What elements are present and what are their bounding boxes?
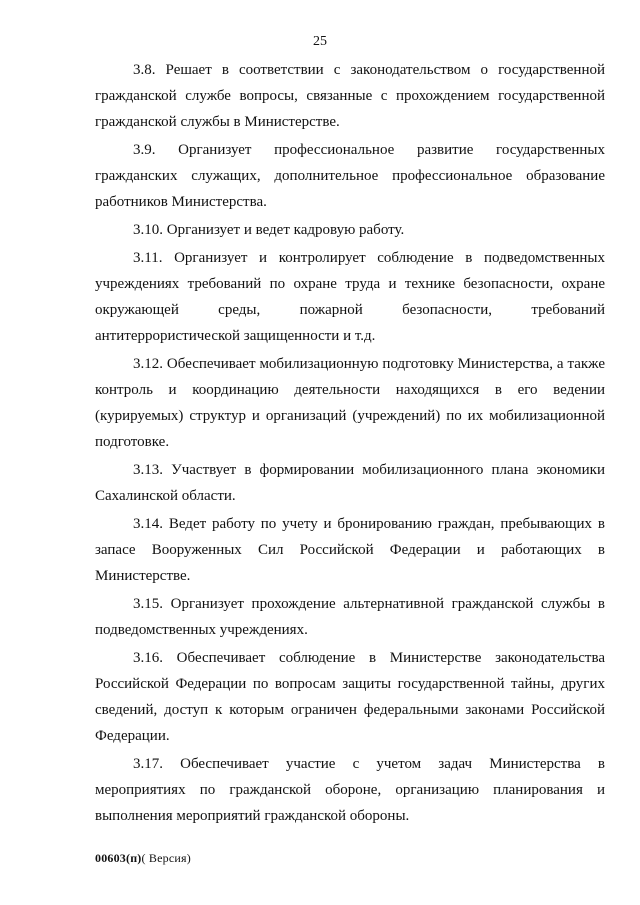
document-footer (95, 851, 191, 866)
paragraph-3-14: 3.14. Ведет работу по учету и бронированию граждан, пребывающих в запасе Вооруженных Сил Российской Федерации и работающих в Министерстве. (95, 516, 605, 584)
paragraph-3-10: 3.10. Организует и ведет кадровую работу. (133, 222, 405, 238)
paragraph-3-12: 3.12. Обеспечивает мобилизационную подготовку Министерства, а также контроль и координацию деятельности находящихся в его ведении (курируемых) структур и организаций (учреждений) по их мобилизационной подготовке. (95, 356, 605, 450)
paragraph-3-11: 3.11. Организует и контролирует соблюдение в подведомственных учреждениях требований по охране труда и технике безопасности, охране окружающей среды, пожарной безопасности, требований антитеррористической защищенности и т.д. (95, 250, 605, 344)
paragraph-3-8: 3.8. Решает в соответствии с законодательством о государственной гражданской службе вопросы, связанные с прохождением государственной гражданской службы в Министерстве. (95, 62, 605, 130)
document-code: 00603(п) (95, 851, 142, 865)
page-number: 25 (313, 34, 327, 49)
paragraph-3-13: 3.13. Участвует в формировании мобилизационного плана экономики Сахалинской области. (95, 462, 605, 504)
document-version: ( Версия) (141, 851, 191, 865)
paragraph-3-17: 3.17. Обеспечивает участие с учетом задач Министерства в мероприятиях по гражданской обороне, организацию планирования и выполнения мероприятий гражданской обороны. (95, 756, 605, 824)
paragraph-3-16: 3.16. Обеспечивает соблюдение в Министерстве законодательства Российской Федерации по вопросам защиты государственной тайны, других сведений, доступ к которым ограничен федеральными законами Российской Федерации. (95, 650, 605, 744)
paragraph-3-9: 3.9. Организует профессиональное развитие государственных гражданских служащих, дополнительное профессиональное образование работников Министерства. (95, 142, 605, 210)
document-body (95, 57, 605, 831)
paragraph-3-15: 3.15. Организует прохождение альтернативной гражданской службы в подведомственных учреждениях. (95, 596, 605, 638)
